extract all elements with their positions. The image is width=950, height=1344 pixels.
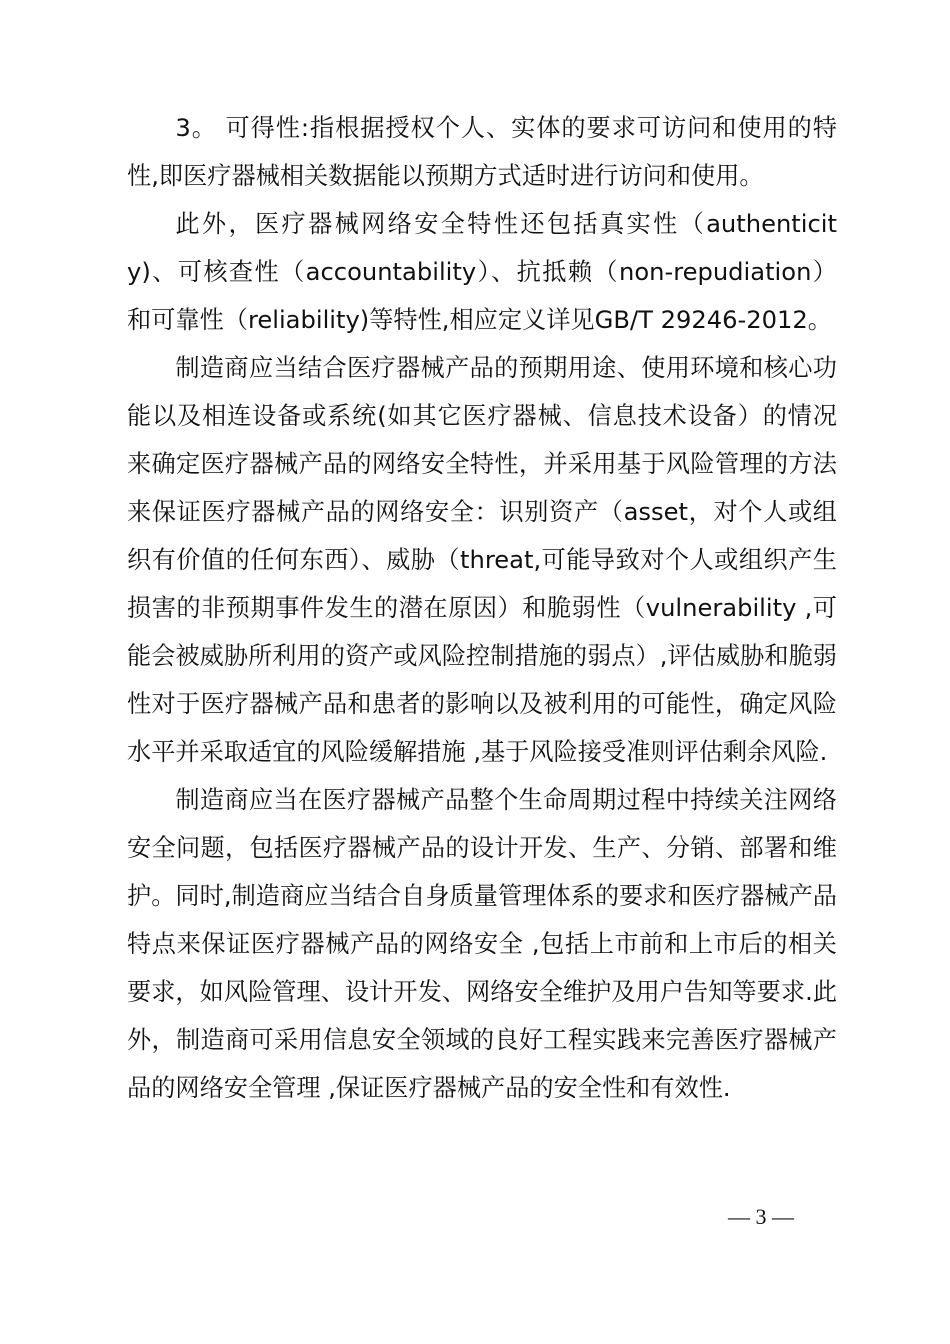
paragraph-lifecycle: 制造商应当在医疗器械产品整个生命周期过程中持续关注网络安全问题，包括医疗器械产品的设计开发、生产、分销、部署和维护。同时,制造商应当结合自身质量管理体系的要求和医疗器械产品特点来保证医疗器械产品的网络安全 ,包括上市前和上市后的相关要求，如风险管理、设计开发、网络安全维护及用户告知等要求.此外，制造商可采用信息安全领域的良好工程实践来完善医疗器械产品的网络安全管理 ,保证医疗器械产品的安全性和有效性.: [127, 786, 837, 1102]
page-number: — 3 —: [728, 1204, 794, 1229]
paragraph-additional-properties: 此外，医疗器械网络安全特性还包括真实性（authenticity)、可核查性（accountability）、抗抵赖（non-repudiation）和可靠性（reliability)等特性,相应定义详见GB/T 29246-2012。: [127, 210, 837, 334]
paragraph-risk-management: 制造商应当结合医疗器械产品的预期用途、使用环境和核心功能以及相连设备或系统(如其它医疗器械、信息技术设备）的情况来确定医疗器械产品的网络安全特性，并采用基于风险管理的方法来保证医疗器械产品的网络安全：识别资产（asset，对个人或组织有价值的任何东西）、威胁（threat,可能导致对个人或组织产生损害的非预期事件发生的潜在原因）和脆弱性（vulnerability ,可能会被威胁所利用的资产或风险控制措施的弱点）,评估威胁和脆弱性对于医疗器械产品和患者的影响以及被利用的可能性，确定风险水平并采取适宜的风险缓解措施 ,基于风险接受准则评估剩余风险.: [127, 354, 837, 766]
paragraph-availability: 3。 可得性:指根据授权个人、实体的要求可访问和使用的特性,即医疗器械相关数据能以预期方式适时进行访问和使用。: [127, 114, 837, 190]
document-body: [127, 104, 837, 1112]
